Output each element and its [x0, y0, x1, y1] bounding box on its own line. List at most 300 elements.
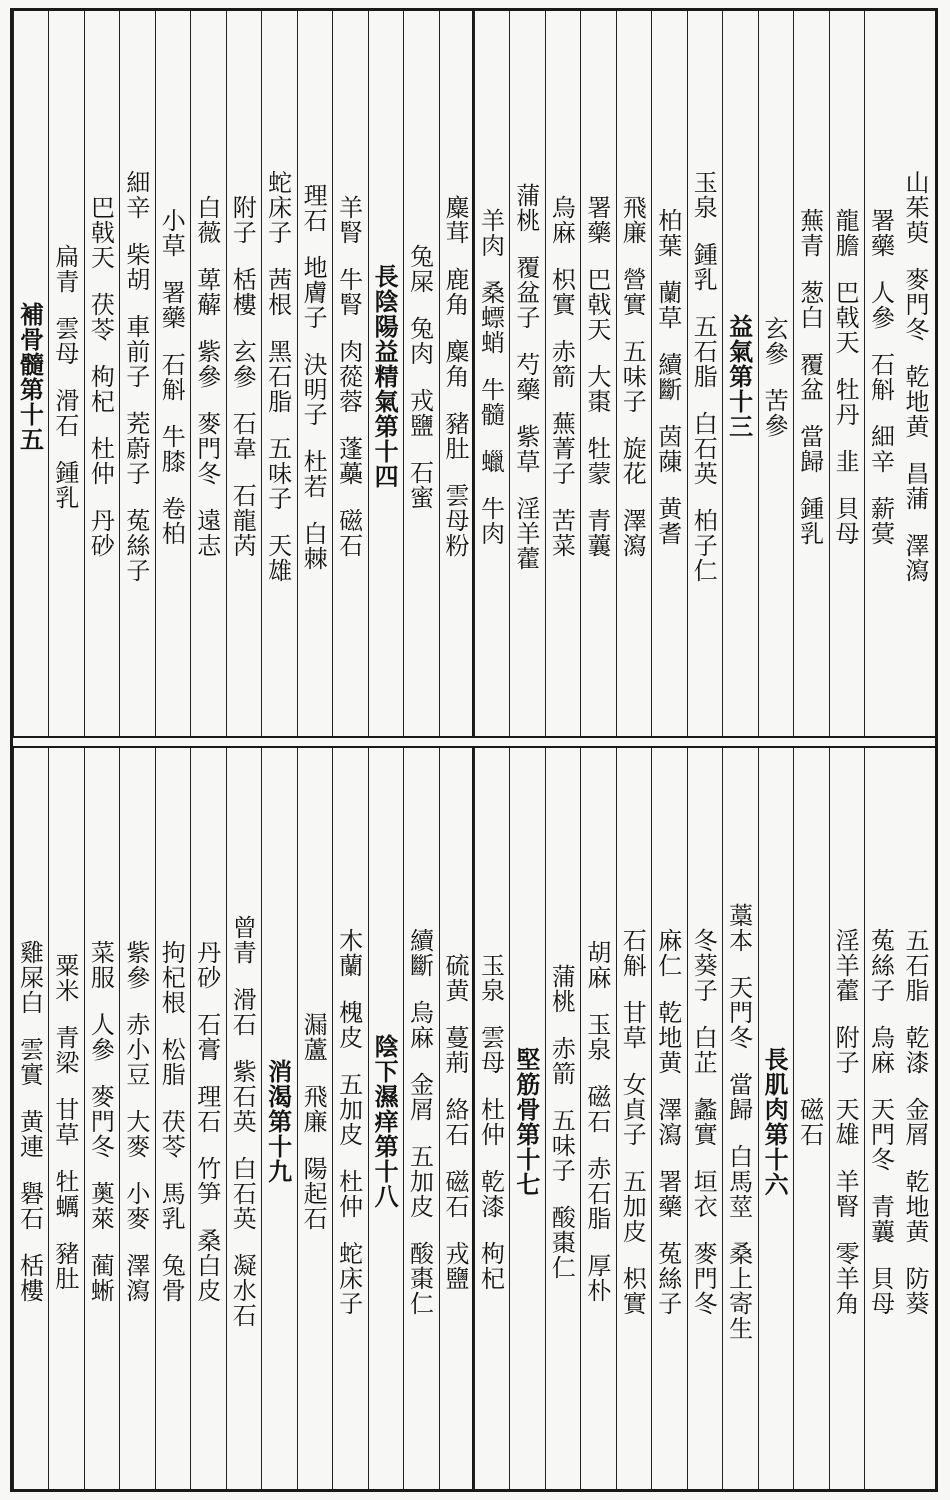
section-heading-column: [13, 11, 49, 736]
herb-name: 署藥: [653, 1168, 682, 1219]
herb-name: 防葵: [900, 1265, 929, 1316]
column-text: [794, 762, 829, 1481]
herb-name: 飛廉: [618, 195, 647, 245]
herb-name: 五味子: [547, 1107, 576, 1183]
section-title: 陰下濕痒第十八: [370, 1034, 400, 1209]
herb-name: 麥門冬: [86, 1084, 115, 1159]
column-text: [14, 762, 49, 1481]
herb-name: 豬肚: [50, 1240, 79, 1291]
section-title: 益氣第十三: [724, 314, 754, 439]
herb-name: 紫參: [121, 940, 150, 990]
herb-name: 蓬蘽: [334, 436, 363, 486]
column-text: [688, 25, 723, 728]
herb-list-column: [84, 748, 120, 1489]
herb-name: 牡蒙: [582, 436, 611, 486]
column-text: [369, 25, 404, 728]
section-heading-column: [509, 748, 545, 1489]
herb-name: 礜石: [15, 1181, 44, 1231]
herb-name: 蔓荊: [440, 1024, 469, 1075]
herb-name: 雲母: [476, 1024, 505, 1075]
herb-name: 柴胡: [121, 242, 150, 292]
herb-name: 巴戟天: [86, 195, 115, 270]
herb-name: 石斛: [618, 927, 647, 978]
column-text: [759, 25, 794, 728]
herb-name: 甘草: [618, 999, 647, 1050]
herb-name: 覆盆子: [511, 254, 540, 330]
herb-name: 冬葵子: [689, 927, 718, 1003]
herb-list-column: [119, 11, 155, 736]
herb-list-column: [687, 11, 723, 736]
herb-list-column: [261, 11, 297, 736]
herb-list-column: [439, 748, 475, 1489]
herb-name: 鍾乳: [689, 242, 718, 292]
herb-name: 蠡實: [689, 1096, 718, 1147]
herb-name: 五加皮: [405, 1143, 434, 1219]
herb-list-column: [297, 11, 333, 736]
column-text: [830, 762, 865, 1481]
column-text: [510, 25, 545, 728]
herb-list-column: [864, 748, 900, 1489]
herb-name: 麋角: [440, 339, 469, 389]
herb-name: 蘭草: [653, 279, 682, 330]
herb-list-column: [226, 748, 262, 1489]
herb-name: 鍾乳: [50, 459, 79, 510]
herb-name: 雞屎白: [15, 940, 44, 1015]
herb-name: 栝樓: [15, 1253, 44, 1303]
herb-name: 枸杞: [476, 1240, 505, 1291]
herb-name: 大麥: [121, 1109, 150, 1159]
herb-name: 菟絲子: [121, 508, 150, 583]
herb-name: 理石: [192, 1084, 221, 1134]
herb-name: 茺蔚子: [121, 411, 150, 486]
herb-name: 人參: [866, 279, 895, 330]
column-text: [546, 762, 581, 1481]
top-panel: [13, 11, 935, 736]
herb-name: 栝樓: [228, 267, 257, 317]
herb-name: 杜仲: [86, 436, 115, 486]
herb-name: 署藥: [157, 279, 186, 330]
herb-name: 磁石: [334, 508, 363, 558]
herb-name: 署藥: [582, 195, 611, 245]
herb-list-column: [545, 11, 581, 736]
herb-name: 女貞子: [618, 1071, 647, 1147]
herb-name: 黄耆: [653, 495, 682, 546]
herb-name: 石斛: [866, 351, 895, 402]
column-text: [333, 25, 368, 728]
herb-name: 茜根: [263, 267, 292, 317]
herb-name: 雲母粉: [440, 483, 469, 558]
herb-name: 芍藥: [511, 351, 540, 402]
herb-list-column: [332, 748, 368, 1489]
herb-name: 青蘘: [582, 508, 611, 558]
herb-name: 磁石: [795, 1096, 824, 1147]
section-heading-column: [722, 11, 758, 736]
column-text: [85, 762, 120, 1481]
herb-name: 五加皮: [618, 1168, 647, 1244]
herb-name: 雲母: [50, 315, 79, 366]
herb-name: 肉蓯蓉: [334, 339, 363, 414]
herb-list-column: [829, 11, 865, 736]
herb-name: 玉泉: [582, 1012, 611, 1062]
panel-divider-top: [10, 736, 938, 738]
column-text: [369, 762, 404, 1481]
herb-name: 貝母: [831, 495, 860, 546]
herb-name: 葱白: [795, 279, 824, 330]
herb-name: 乾漆: [900, 1024, 929, 1075]
herb-name: 滑石: [228, 987, 257, 1037]
herb-name: 蒲桃: [511, 182, 540, 233]
herb-name: 烏麻: [866, 1024, 895, 1075]
herb-name: 戎鹽: [405, 387, 434, 438]
herb-name: 五味子: [618, 339, 647, 414]
herb-name: 羊腎: [831, 1168, 860, 1219]
herb-name: 零羊角: [831, 1240, 860, 1316]
herb-name: 淫羊藿: [831, 927, 860, 1003]
herb-name: 玄參: [228, 339, 257, 389]
herb-name: 當歸: [724, 1071, 753, 1122]
herb-name: 桑上寄生: [724, 1240, 753, 1341]
herb-name: 杜仲: [334, 1168, 363, 1219]
herb-list-column: [190, 748, 226, 1489]
herb-name: 覆盆: [795, 351, 824, 402]
herb-list-column: [864, 11, 900, 736]
herb-name: 赤箭: [547, 339, 576, 389]
herb-name: 茯苓: [86, 292, 115, 342]
herb-name: 桑白皮: [192, 1228, 221, 1303]
herb-name: 玉泉: [689, 170, 718, 220]
herb-name: 磁石: [440, 1168, 469, 1219]
herb-name: 昌蒲: [900, 461, 929, 511]
section-title: 補骨髓第十五: [15, 301, 45, 452]
herb-name: 麋茸: [440, 195, 469, 245]
herb-name: 山茱萸: [900, 170, 929, 245]
herb-name: 戎鹽: [440, 1240, 469, 1291]
herb-name: 車前子: [121, 314, 150, 389]
herb-list-column: [793, 11, 829, 736]
herb-name: 麥門冬: [689, 1240, 718, 1316]
column-text: [120, 25, 155, 728]
herb-name: 菟絲子: [866, 927, 895, 1003]
herb-name: 五味子: [263, 436, 292, 511]
herb-list-column: [155, 11, 191, 736]
herb-name: 粟米: [50, 952, 79, 1003]
column-text: [440, 762, 475, 1481]
herb-name: 松脂: [157, 1037, 186, 1087]
herb-list-column: [226, 11, 262, 736]
herb-list-column: [509, 11, 545, 736]
herb-name: 地膚子: [299, 254, 328, 330]
section-heading-column: [261, 748, 297, 1489]
herb-name: 乾漆: [476, 1168, 505, 1219]
herb-name: 枳實: [618, 1265, 647, 1316]
column-text: [688, 762, 723, 1481]
herb-name: 牡丹: [831, 376, 860, 427]
column-text: [404, 25, 439, 728]
herb-name: 續斷: [653, 351, 682, 402]
herb-name: 牡蠣: [50, 1168, 79, 1219]
column-text: [440, 25, 475, 728]
herb-name: 紫參: [192, 339, 221, 389]
herb-list-column: [474, 748, 510, 1489]
section-title: 消渴第十九: [263, 1059, 293, 1184]
herb-name: 枸杞: [86, 364, 115, 414]
column-text: [191, 25, 226, 728]
column-text: [581, 25, 616, 728]
herb-name: 乾地黄: [653, 999, 682, 1075]
herb-name: 赤箭: [547, 1035, 576, 1086]
bottom-panel: [13, 748, 935, 1489]
herb-list-column: [793, 748, 829, 1489]
herb-list-column: [580, 11, 616, 736]
column-text: [723, 762, 758, 1481]
herb-list-column: [48, 11, 84, 736]
herb-name: 蛇床子: [263, 170, 292, 245]
herb-name: 兔骨: [157, 1253, 186, 1303]
herb-name: 黑石脂: [263, 339, 292, 414]
column-text: [759, 762, 794, 1481]
herb-name: 蕪青: [795, 207, 824, 258]
column-text: [262, 25, 297, 728]
herb-name: 五加皮: [334, 1071, 363, 1147]
column-text: [617, 25, 652, 728]
herb-name: 苦菜: [547, 508, 576, 558]
herb-name: 凝水石: [228, 1253, 257, 1328]
column-text: [652, 25, 687, 728]
herb-name: 澤瀉: [900, 533, 929, 583]
herb-name: 大棗: [582, 364, 611, 414]
herb-name: 茯苓: [157, 1109, 186, 1159]
herb-name: 垣衣: [689, 1168, 718, 1219]
herb-name: 乾地黄: [900, 1168, 929, 1244]
column-text: [830, 25, 865, 728]
herb-list-column: [119, 748, 155, 1489]
herb-name: 玄參: [760, 315, 789, 366]
herb-list-column: [13, 748, 49, 1489]
herb-name: 曾青: [228, 915, 257, 965]
herb-name: 烏麻: [405, 999, 434, 1050]
herb-name: 附子: [831, 1024, 860, 1075]
column-text: [49, 25, 84, 728]
herb-name: 蕪菁子: [547, 411, 576, 486]
herb-name: 貝母: [866, 1265, 895, 1316]
herb-name: 白石英: [689, 411, 718, 486]
herb-name: 桑螵蛸: [476, 279, 505, 355]
column-text: [156, 762, 191, 1481]
herb-name: 蒲桃: [547, 963, 576, 1014]
herb-name: 金屑: [900, 1096, 929, 1147]
herb-name: 石蜜: [405, 459, 434, 510]
herb-name: 羊肉: [476, 207, 505, 258]
herb-name: 巴戟天: [831, 279, 860, 355]
herb-list-column: [474, 11, 510, 736]
herb-list-column: [687, 748, 723, 1489]
herb-name: 蛇床子: [334, 1240, 363, 1316]
herb-name: 天門冬: [866, 1096, 895, 1172]
column-text: [546, 25, 581, 728]
herb-name: 小麥: [121, 1181, 150, 1231]
herb-name: 巴戟天: [582, 267, 611, 342]
column-text: [191, 762, 226, 1481]
herb-name: 柏子仁: [689, 508, 718, 583]
herb-name: 陽起石: [299, 1156, 328, 1231]
column-text: [85, 25, 120, 728]
column-text: [333, 762, 368, 1481]
column-text: [298, 762, 333, 1481]
herb-name: 石斛: [157, 351, 186, 402]
herb-name: 卷柏: [157, 495, 186, 546]
column-text: [120, 762, 155, 1481]
herb-name: 馬乳: [157, 1181, 186, 1231]
column-text: [865, 762, 900, 1481]
herb-name: 萆薢: [192, 267, 221, 317]
herb-name: 黄連: [15, 1109, 44, 1159]
herb-name: 鍾乳: [795, 495, 824, 546]
herb-name: 漏蘆: [299, 1012, 328, 1062]
herb-name: 藁本: [724, 902, 753, 953]
herb-list-column: [900, 748, 935, 1489]
herb-name: 赤小豆: [121, 1012, 150, 1087]
herb-name: 紫草: [511, 423, 540, 474]
herb-name: 澤瀉: [618, 508, 647, 558]
herb-list-column: [900, 11, 935, 736]
herb-name: 白馬莖: [724, 1143, 753, 1219]
herb-list-column: [403, 748, 439, 1489]
herb-name: 兔肉: [405, 315, 434, 366]
column-text: [156, 25, 191, 728]
herb-name: 丹砂: [192, 940, 221, 990]
herb-name: 羊腎: [334, 195, 363, 245]
column-text: [227, 25, 262, 728]
column-text: [617, 762, 652, 1481]
herb-name: 天雄: [831, 1096, 860, 1147]
herb-name: 枳實: [547, 267, 576, 317]
herb-name: 麥門冬: [192, 411, 221, 486]
column-text: [581, 762, 616, 1481]
column-text: [262, 762, 297, 1481]
herb-name: 牛髓: [476, 376, 505, 427]
herb-name: 旋花: [618, 436, 647, 486]
column-text: [652, 762, 687, 1481]
column-text: [404, 762, 439, 1481]
column-text: [49, 762, 84, 1481]
herb-name: 乾地黄: [900, 364, 929, 439]
column-text: [14, 25, 49, 728]
herb-name: 細辛: [121, 170, 150, 220]
herb-list-column: [651, 11, 687, 736]
herb-name: 拘杞根: [157, 940, 186, 1015]
herb-name: 續斷: [405, 927, 434, 978]
herb-name: 金屑: [405, 1071, 434, 1122]
herb-name: 白薇: [192, 195, 221, 245]
herb-name: 白芷: [689, 1024, 718, 1075]
herb-name: 韭: [831, 448, 860, 474]
herb-name: 營實: [618, 267, 647, 317]
herb-name: 石韋: [228, 411, 257, 461]
herb-name: 牛膝: [157, 423, 186, 474]
herb-name: 龍膽: [831, 207, 860, 258]
herb-name: 人參: [86, 1012, 115, 1062]
herb-name: 石膏: [192, 1012, 221, 1062]
column-text: [794, 25, 829, 728]
herb-name: 石龍芮: [228, 483, 257, 558]
herb-name: 薪蓂: [866, 495, 895, 546]
herb-list-column: [722, 748, 758, 1489]
herb-list-column: [297, 748, 333, 1489]
herb-name: 酸棗仁: [547, 1204, 576, 1280]
column-text: [900, 25, 935, 728]
herb-name: 胡麻: [582, 940, 611, 990]
herb-name: 小草: [157, 207, 186, 258]
herb-name: 麻仁: [653, 927, 682, 978]
herb-name: 磁石: [582, 1084, 611, 1134]
herb-name: 烏麻: [547, 195, 576, 245]
section-heading-column: [758, 748, 794, 1489]
herb-list-column: [332, 11, 368, 736]
herb-name: 雲實: [15, 1037, 44, 1087]
herb-list-column: [616, 11, 652, 736]
herb-list-column: [616, 748, 652, 1489]
herb-name: 麥門冬: [900, 267, 929, 342]
herb-name: 木蘭: [334, 927, 363, 978]
herb-list-column: [580, 748, 616, 1489]
herb-name: 茵蔯: [653, 423, 682, 474]
herb-name: 青蘘: [866, 1193, 895, 1244]
section-title: 堅筋骨第十七: [511, 1046, 541, 1197]
herb-name: 淫羊藿: [511, 495, 540, 571]
herb-list-column: [84, 11, 120, 736]
herb-list-column: [758, 11, 794, 736]
herb-name: 菟絲子: [653, 1240, 682, 1316]
herb-name: 丹砂: [86, 508, 115, 558]
herb-name: 澤瀉: [653, 1096, 682, 1147]
herb-name: 附子: [228, 195, 257, 245]
herb-name: 苦參: [760, 387, 789, 438]
herb-name: 天雄: [263, 533, 292, 583]
herb-name: 白棘: [299, 520, 328, 571]
herb-name: 扁青: [50, 243, 79, 294]
herb-name: 紫石英: [228, 1059, 257, 1134]
section-title: 長陰陽益精氣第十四: [370, 264, 400, 489]
herb-name: 署藥: [866, 207, 895, 258]
herb-name: 絡石: [440, 1096, 469, 1147]
herb-name: 豬肚: [440, 411, 469, 461]
herb-name: 柏葉: [653, 207, 682, 258]
herb-name: 遠志: [192, 508, 221, 558]
column-text: [475, 25, 510, 728]
herb-name: 飛廉: [299, 1084, 328, 1134]
herb-name: 玉泉: [476, 952, 505, 1003]
herb-name: 酸棗仁: [405, 1240, 434, 1316]
herb-name: 青梁: [50, 1024, 79, 1075]
column-text: [298, 25, 333, 728]
column-text: [475, 762, 510, 1481]
herb-name: 蔺蜥: [86, 1253, 115, 1303]
herb-name: 杜若: [299, 448, 328, 499]
herb-name: 滑石: [50, 387, 79, 438]
herb-name: 白石英: [228, 1156, 257, 1231]
section-heading-column: [368, 11, 404, 736]
herb-name: 細辛: [866, 423, 895, 474]
herb-list-column: [48, 748, 84, 1489]
herb-name: 甘草: [50, 1096, 79, 1147]
herb-name: 槐皮: [334, 999, 363, 1050]
section-heading-column: [368, 748, 404, 1489]
herb-name: 澤瀉: [121, 1253, 150, 1303]
herb-name: 當歸: [795, 423, 824, 474]
column-text: [865, 25, 900, 728]
herb-name: 五石脂: [689, 314, 718, 389]
herb-name: 兔屎: [405, 243, 434, 294]
